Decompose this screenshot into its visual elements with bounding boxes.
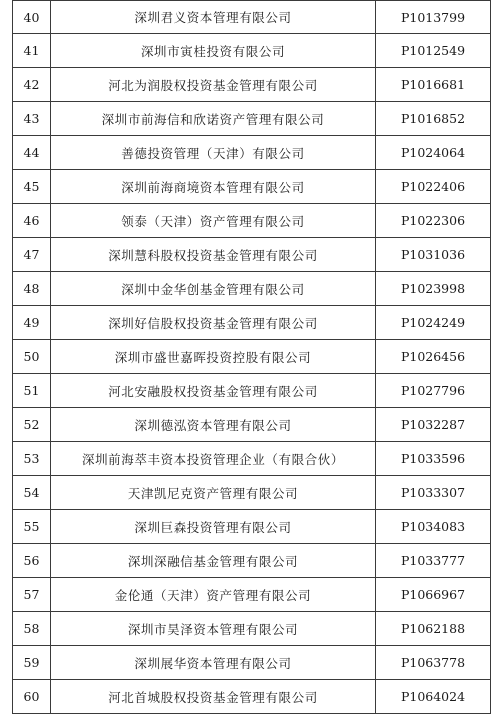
registry-table: [12, 0, 491, 714]
registration-code: P1012549: [376, 34, 491, 68]
company-name: 深圳深融信基金管理有限公司: [51, 544, 376, 578]
company-name: 深圳中金华创基金管理有限公司: [51, 272, 376, 306]
row-number: 41: [13, 34, 51, 68]
table-row: [13, 646, 491, 680]
registration-code: P1027796: [376, 374, 491, 408]
registration-code: P1064024: [376, 680, 491, 714]
company-name: 深圳市前海信和欣诺资产管理有限公司: [51, 102, 376, 136]
registration-code: P1033307: [376, 476, 491, 510]
registration-code: P1022406: [376, 170, 491, 204]
company-name: 深圳好信股权投资基金管理有限公司: [51, 306, 376, 340]
table-body: [13, 1, 491, 714]
company-name: 深圳君义资本管理有限公司: [51, 1, 376, 34]
table-row: [13, 102, 491, 136]
registration-code: P1016852: [376, 102, 491, 136]
row-number: 60: [13, 680, 51, 714]
table-row: [13, 374, 491, 408]
table-row: [13, 476, 491, 510]
registration-code: P1062188: [376, 612, 491, 646]
registration-code: P1063778: [376, 646, 491, 680]
table-row: [13, 272, 491, 306]
row-number: 43: [13, 102, 51, 136]
table-row: [13, 34, 491, 68]
company-name: 深圳展华资本管理有限公司: [51, 646, 376, 680]
registration-code: P1024249: [376, 306, 491, 340]
table-row: [13, 170, 491, 204]
table-row: [13, 238, 491, 272]
registration-code: P1022306: [376, 204, 491, 238]
row-number: 56: [13, 544, 51, 578]
row-number: 40: [13, 1, 51, 34]
table-row: [13, 544, 491, 578]
registration-code: P1033777: [376, 544, 491, 578]
row-number: 54: [13, 476, 51, 510]
row-number: 42: [13, 68, 51, 102]
registration-code: P1013799: [376, 1, 491, 34]
row-number: 59: [13, 646, 51, 680]
table-row: [13, 136, 491, 170]
row-number: 51: [13, 374, 51, 408]
company-name: 深圳市寅桂投资有限公司: [51, 34, 376, 68]
row-number: 57: [13, 578, 51, 612]
table-row: [13, 680, 491, 714]
table-row: [13, 442, 491, 476]
company-name: 河北为润股权投资基金管理有限公司: [51, 68, 376, 102]
registration-code: P1031036: [376, 238, 491, 272]
row-number: 49: [13, 306, 51, 340]
row-number: 46: [13, 204, 51, 238]
company-name: 深圳市盛世嘉晖投资控股有限公司: [51, 340, 376, 374]
table-row: [13, 612, 491, 646]
registration-code: P1033596: [376, 442, 491, 476]
company-name: 河北安融股权投资基金管理有限公司: [51, 374, 376, 408]
registration-code: P1016681: [376, 68, 491, 102]
row-number: 45: [13, 170, 51, 204]
row-number: 50: [13, 340, 51, 374]
company-name: 深圳德泓资本管理有限公司: [51, 408, 376, 442]
registration-code: P1066967: [376, 578, 491, 612]
registration-code: P1034083: [376, 510, 491, 544]
company-name: 深圳慧科股权投资基金管理有限公司: [51, 238, 376, 272]
table-row: [13, 306, 491, 340]
company-name: 深圳前海萃丰资本投资管理企业（有限合伙）: [51, 442, 376, 476]
company-name: 天津凯尼克资产管理有限公司: [51, 476, 376, 510]
table-row: [13, 408, 491, 442]
company-name: 善德投资管理（天津）有限公司: [51, 136, 376, 170]
row-number: 53: [13, 442, 51, 476]
registration-code: P1026456: [376, 340, 491, 374]
company-name: 深圳巨森投资管理有限公司: [51, 510, 376, 544]
row-number: 52: [13, 408, 51, 442]
row-number: 55: [13, 510, 51, 544]
table-row: [13, 578, 491, 612]
registration-code: P1024064: [376, 136, 491, 170]
company-name: 深圳市昊泽资本管理有限公司: [51, 612, 376, 646]
company-name: 深圳前海商境资本管理有限公司: [51, 170, 376, 204]
row-number: 48: [13, 272, 51, 306]
table-row: [13, 68, 491, 102]
table-row: [13, 510, 491, 544]
registration-code: P1023998: [376, 272, 491, 306]
registration-code: P1032287: [376, 408, 491, 442]
company-name: 金伦通（天津）资产管理有限公司: [51, 578, 376, 612]
table-row: [13, 1, 491, 34]
row-number: 58: [13, 612, 51, 646]
row-number: 44: [13, 136, 51, 170]
company-name: 河北首城股权投资基金管理有限公司: [51, 680, 376, 714]
company-name: 领泰（天津）资产管理有限公司: [51, 204, 376, 238]
table-row: [13, 340, 491, 374]
row-number: 47: [13, 238, 51, 272]
table-row: [13, 204, 491, 238]
